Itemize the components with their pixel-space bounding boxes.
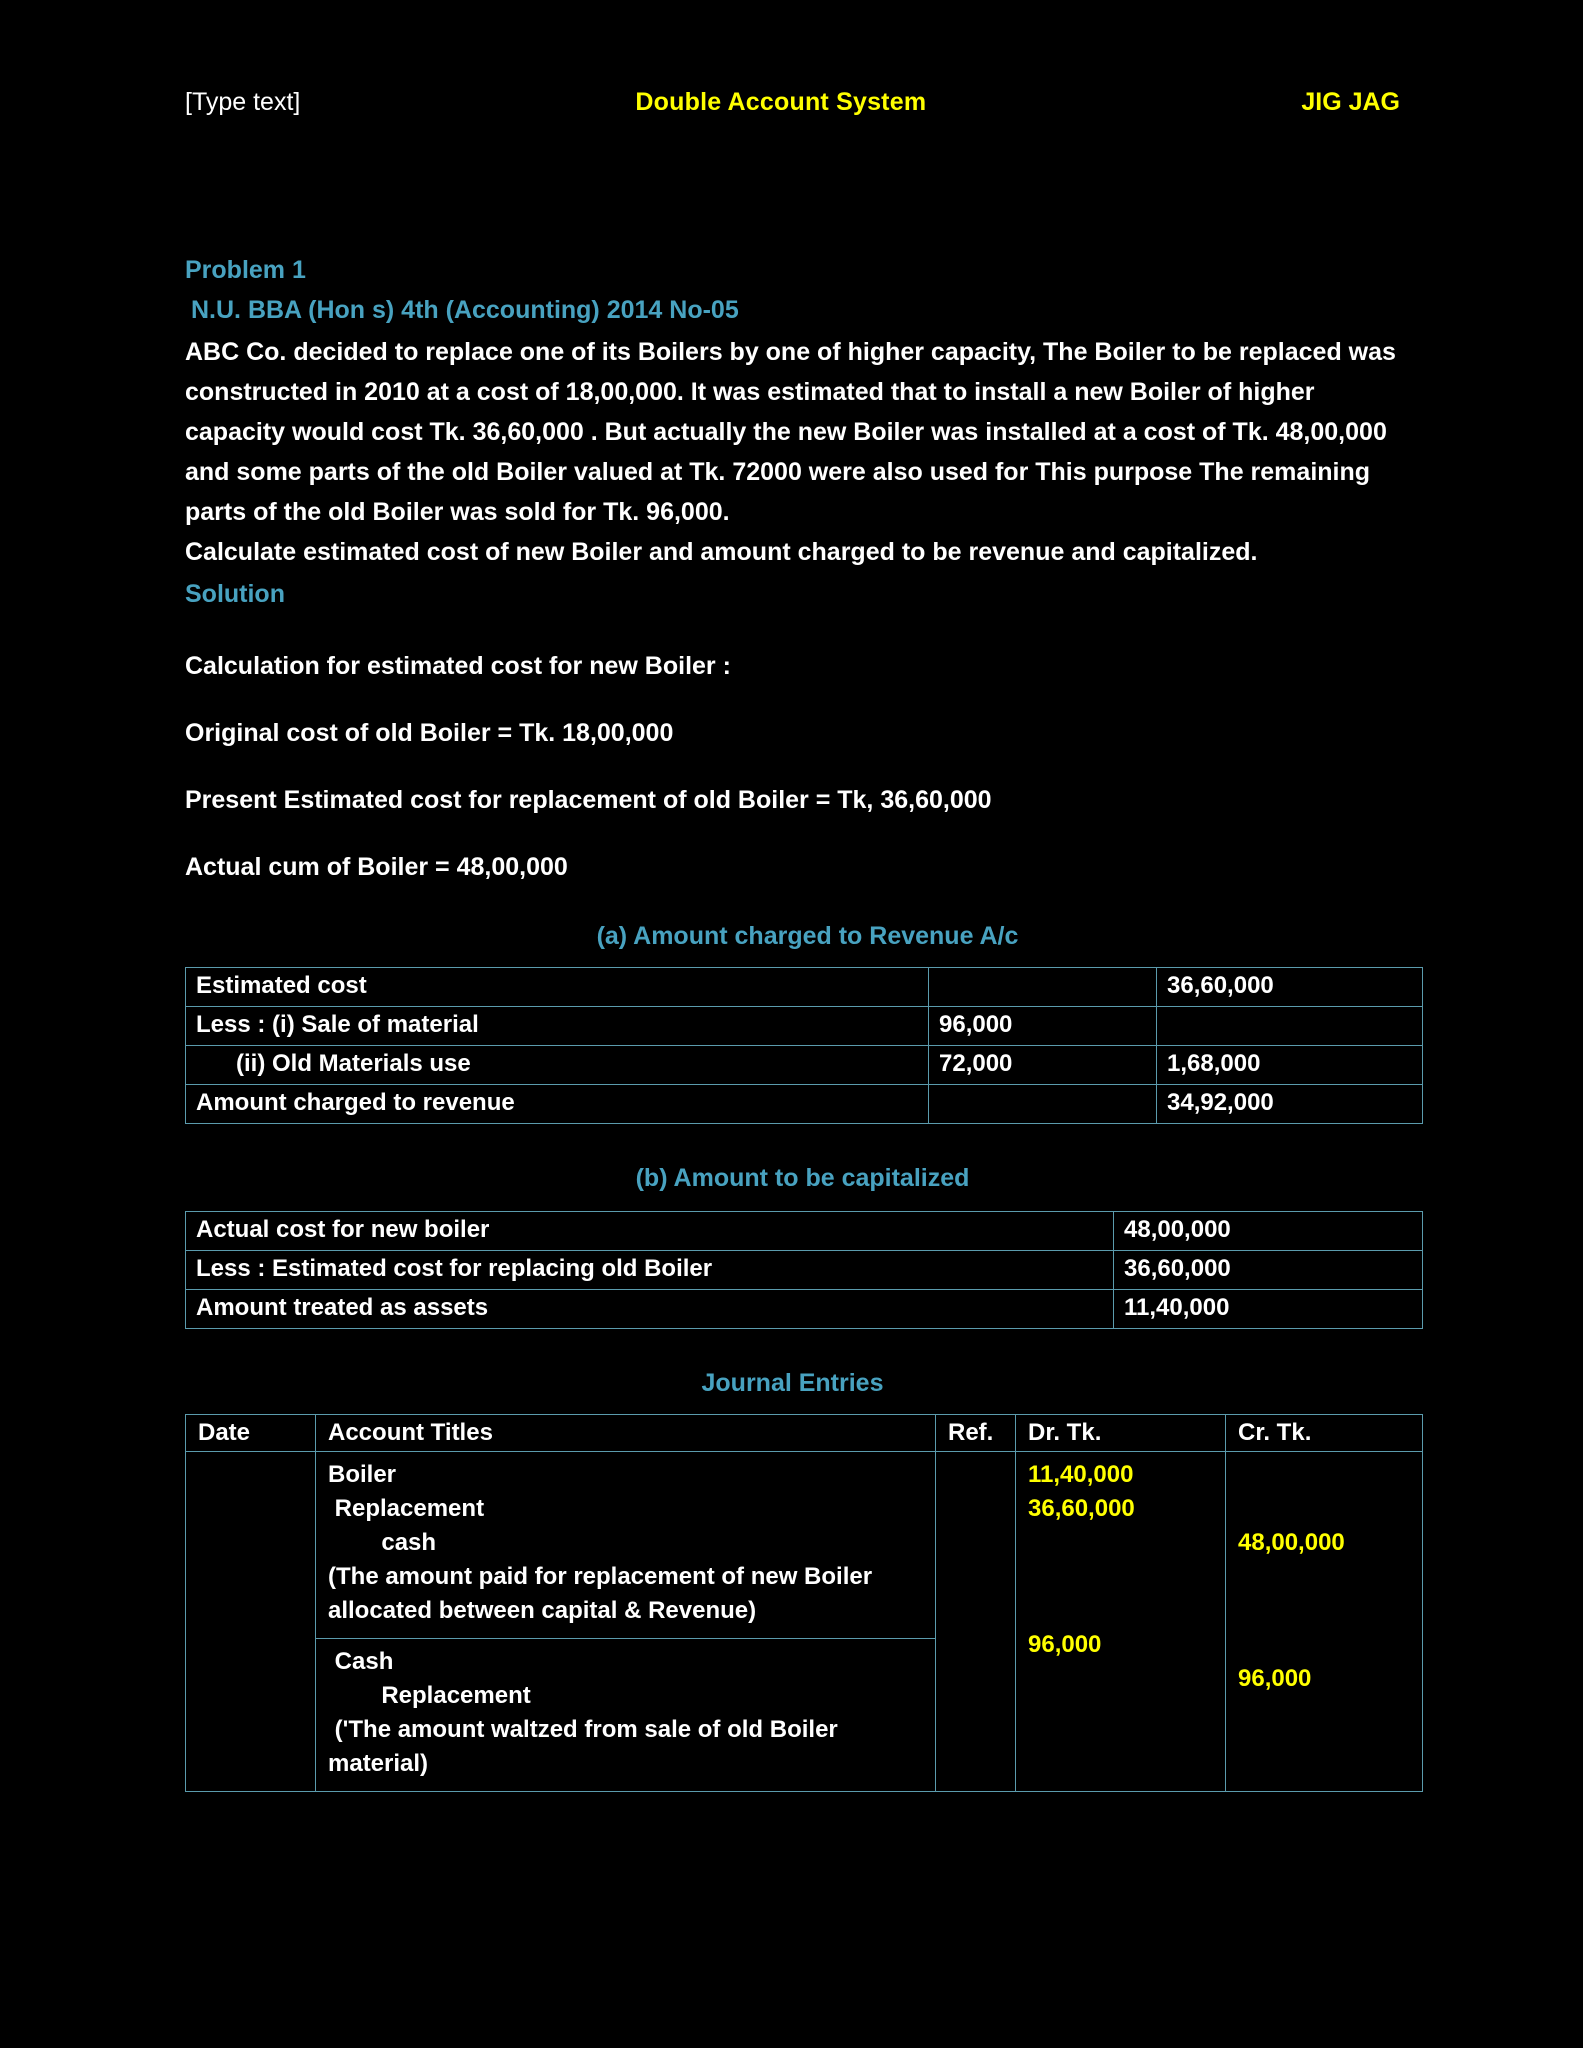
column-header-cr: Cr. Tk. [1226,1415,1423,1452]
cr-spacer [1238,1492,1414,1526]
capitalized-table-wrapper [185,1211,1400,1329]
problem-line: Calculate estimated cost of new Boiler and amount charged to be revenue and capitalized. [185,538,1258,566]
table-row [186,1007,1423,1046]
row-col3 [1157,1007,1423,1046]
entry-line: (The amount paid for replacement of new Boiler [328,1563,873,1590]
journal-entry-1-titles [316,1452,935,1638]
problem-statement [185,332,1400,572]
calculation-line: Present Estimated cost for replacement of old Boiler = Tk, 36,60,000 [185,786,992,814]
journal-titles-cell [316,1452,936,1792]
table-row [186,1251,1423,1290]
cr-spacer [1238,1628,1414,1662]
table-header-row [186,1415,1423,1452]
calculation-line: Original cost of old Boiler = Tk. 18,00,000 [185,719,674,747]
journal-heading: Journal Entries [701,1369,884,1397]
entry-line: Replacement [328,1682,531,1709]
revenue-table-wrapper [185,967,1400,1124]
entry-line: Cash [328,1648,394,1675]
column-header-date: Date [186,1415,316,1452]
row-label: Estimated cost [186,968,929,1007]
cr-spacer [1238,1458,1414,1492]
journal-dr-cell [1016,1452,1226,1792]
journal-cr-cell [1226,1452,1423,1792]
dr-spacer [1028,1560,1217,1594]
cr-spacer [1238,1560,1414,1594]
journal-entries-table [185,1414,1423,1792]
problem-line: capacity would cost Tk. 36,60,000 . But actually the new Boiler was installed at a cost of Tk. 48,00,000 [185,418,1387,446]
row-label: Amount charged to revenue [186,1085,929,1124]
calculation-line: Actual cum of Boiler = 48,00,000 [185,853,568,881]
journal-entry-2-titles [316,1638,935,1791]
row-col2: 72,000 [929,1046,1157,1085]
row-col3: 34,92,000 [1157,1085,1423,1124]
row-label: Amount treated as assets [186,1290,1114,1329]
journal-date-cell [186,1452,316,1792]
solution-heading: Solution [185,580,285,608]
row-label: (ii) Old Materials use [186,1046,929,1085]
problem-line: constructed in 2010 at a cost of 18,00,000. It was estimated that to install a new Boiler of higher [185,378,1315,406]
table-row [186,1046,1423,1085]
row-col2: 96,000 [929,1007,1157,1046]
dr-spacer [1028,1594,1217,1628]
dr-amount: 96,000 [1028,1631,1102,1658]
table-row [186,968,1423,1007]
row-col3: 1,68,000 [1157,1046,1423,1085]
row-col2 [929,1085,1157,1124]
dr-amount: 11,40,000 [1028,1461,1134,1488]
journal-table-wrapper [185,1414,1400,1792]
cr-spacer [1238,1594,1414,1628]
section-a-heading: (a) Amount charged to Revenue A/c [596,922,1019,950]
row-value: 11,40,000 [1114,1290,1423,1329]
problem-title: Problem 1 [185,256,306,284]
entry-line: allocated between capital & Revenue) [328,1597,757,1624]
problem-line: parts of the old Boiler was sold for Tk. 96,000. [185,498,730,526]
page-header [185,88,1400,117]
row-value: 36,60,000 [1114,1251,1423,1290]
cr-amount: 96,000 [1238,1665,1312,1692]
row-label: Actual cost for new boiler [186,1212,1114,1251]
journal-body-row [186,1452,1423,1792]
document-body [185,250,1400,1792]
problem-reference: N.U. BBA (Hon s) 4th (Accounting) 2014 No-05 [191,296,739,324]
row-value: 48,00,000 [1114,1212,1423,1251]
row-label: Less : Estimated cost for replacing old Boiler [186,1251,1114,1290]
problem-line: ABC Co. decided to replace one of its Boilers by one of higher capacity, The Boiler to be replaced was [185,338,1396,366]
column-header-dr: Dr. Tk. [1016,1415,1226,1452]
amount-charged-to-revenue-table [185,967,1423,1124]
entry-line: Boiler [328,1461,397,1488]
column-header-ref: Ref. [936,1415,1016,1452]
dr-amount: 36,60,000 [1028,1495,1135,1522]
calculation-heading: Calculation for estimated cost for new Boiler : [185,652,731,680]
header-right-text: JIG JAG [1301,88,1400,116]
header-title: Double Account System [635,88,927,116]
entry-line: ('The amount waltzed from sale of old Boiler [328,1716,838,1743]
section-b-heading: (b) Amount to be capitalized [635,1164,970,1192]
header-left-text: [Type text] [185,88,301,116]
table-row [186,1212,1423,1251]
row-col3: 36,60,000 [1157,968,1423,1007]
entry-line: cash [328,1529,437,1556]
row-col2 [929,968,1157,1007]
entry-line: material) [328,1750,429,1777]
dr-spacer [1028,1526,1217,1560]
table-row [186,1290,1423,1329]
table-row [186,1085,1423,1124]
row-label: Less : (i) Sale of material [186,1007,929,1046]
cr-amount: 48,00,000 [1238,1529,1345,1556]
problem-line: and some parts of the old Boiler valued at Tk. 72000 were also used for This purpose The remaining [185,458,1371,486]
journal-ref-cell [936,1452,1016,1792]
column-header-account-titles: Account Titles [316,1415,936,1452]
amount-to-be-capitalized-table [185,1211,1423,1329]
entry-line: Replacement [328,1495,485,1522]
